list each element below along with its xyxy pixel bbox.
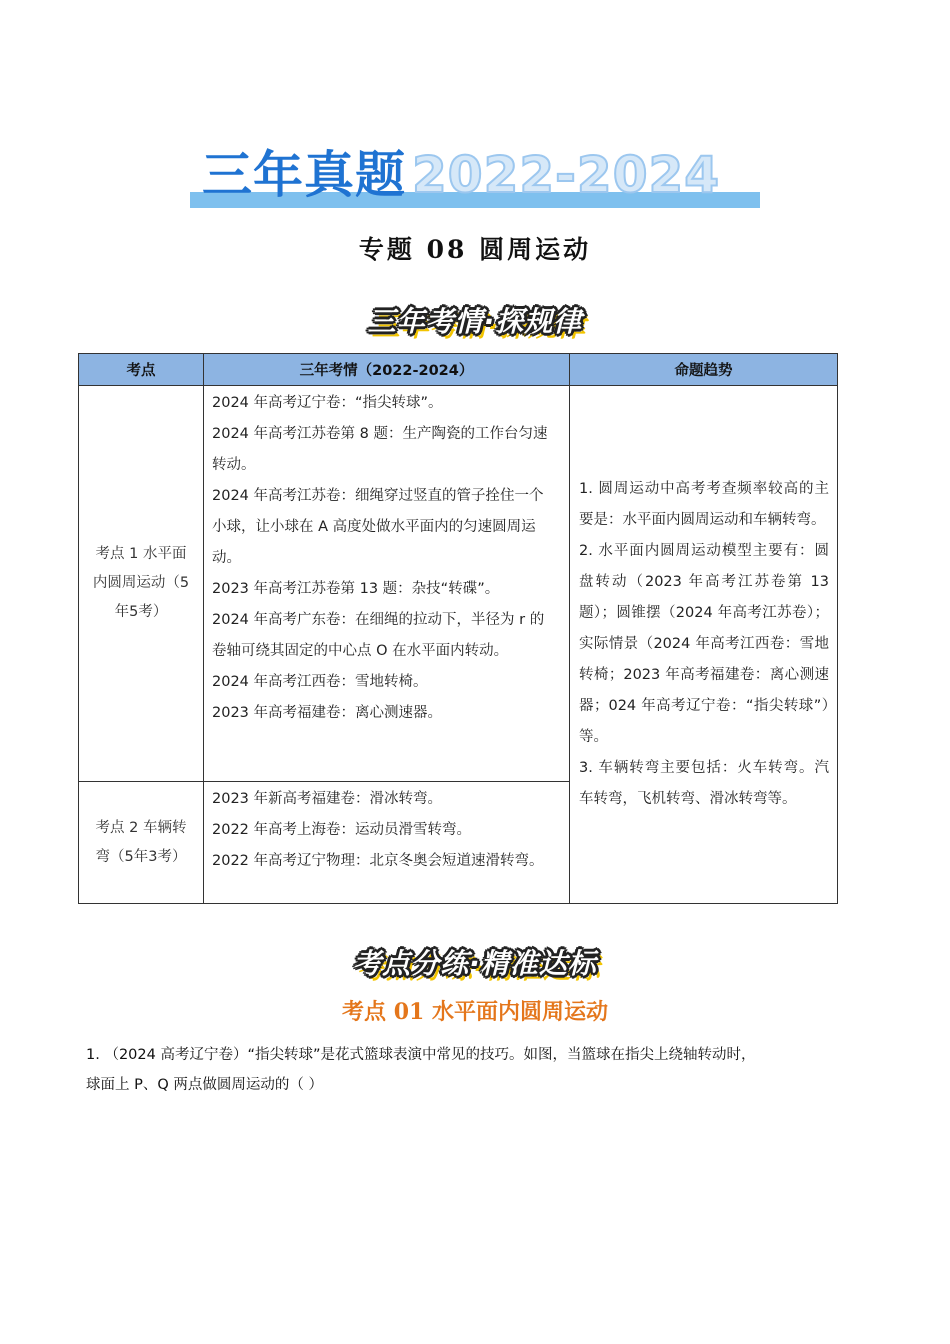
list-item: 2024 年高考江西卷：雪地转椅。 <box>212 674 428 690</box>
table-row <box>79 386 838 782</box>
trend-point: 3. 车辆转弯主要包括：火车转弯。汽车转弯，飞机转弯、滑冰转弯等。 <box>579 760 829 807</box>
header-trend: 命题趋势 <box>570 354 838 386</box>
question-1 <box>86 1040 886 1100</box>
question-line: 1. （2024 高考辽宁卷）“指尖转球”是花式篮球表演中常见的技巧。如图，当篮球在指尖上绕轴转动时， <box>86 1047 756 1063</box>
list-item: 2024 年高考辽宁卷：“指尖转球”。 <box>212 395 443 411</box>
section-banner-practice: 考点分练·精准达标 <box>353 947 597 980</box>
list-item: 2024 年高考江苏卷第 8 题：生产陶瓷的工作台匀速转动。 <box>212 426 548 473</box>
section-banner-trends: 三年考情·探规律 <box>367 305 583 338</box>
kaoqing-cell <box>204 386 570 782</box>
list-item: 2024 年高考广东卷：在细绳的拉动下，半径为 r 的卷轴可绕其固定的中心点 O 在水平面内转动。 <box>212 612 545 659</box>
list-item: 2022 年高考辽宁物理：北京冬奥会短道速滑转弯。 <box>212 853 544 869</box>
kaodian-cell: 考点 1 水平面内圆周运动（5年5考） <box>79 386 204 782</box>
header-kaodian: 考点 <box>79 354 204 386</box>
trend-point: 1. 圆周运动中高考考查频率较高的主要是：水平面内圆周运动和车辆转弯。 <box>579 481 829 528</box>
point-title: 考点 01 水平面内圆周运动 <box>342 999 608 1025</box>
kaodian-cell: 考点 2 车辆转弯（5年3考） <box>79 782 204 904</box>
list-item: 2024 年高考江苏卷：细绳穿过竖直的管子拴住一个小球，让小球在 A 高度处做水平面内的匀速圆周运动。 <box>212 488 544 566</box>
list-item: 2023 年高考江苏卷第 13 题：杂技“转碟”。 <box>212 581 500 597</box>
header-kaoqing: 三年考情（2022-2024） <box>204 354 570 386</box>
list-item: 2023 年高考福建卷：离心测速器。 <box>212 705 443 721</box>
trend-cell <box>570 386 838 904</box>
table-header-row <box>79 354 838 386</box>
list-item: 2022 年高考上海卷：运动员滑雪转弯。 <box>212 822 472 838</box>
banner-title-cn: 三年真题 <box>202 146 406 204</box>
kaoqing-cell <box>204 782 570 904</box>
trend-point: 2. 水平面内圆周运动模型主要有：圆盘转动（2023 年高考江苏卷第 13 题）；圆锥摆（2024 年高考江苏卷）；实际情景（2024 年高考江西卷：雪地转椅；2023 年高考福建卷：离心测速器；024 年高考辽宁卷：“指尖转球”）等。 <box>579 543 829 745</box>
banner-title-years: 2022-2024 <box>412 146 721 204</box>
topic-subtitle: 专题 08 圆周运动 <box>358 235 592 264</box>
exam-analysis-table <box>78 353 838 904</box>
title-banner <box>190 144 760 208</box>
question-line: 球面上 P、Q 两点做圆周运动的（ ） <box>86 1077 323 1093</box>
list-item: 2023 年新高考福建卷：滑冰转弯。 <box>212 791 443 807</box>
banner-title <box>202 144 720 206</box>
